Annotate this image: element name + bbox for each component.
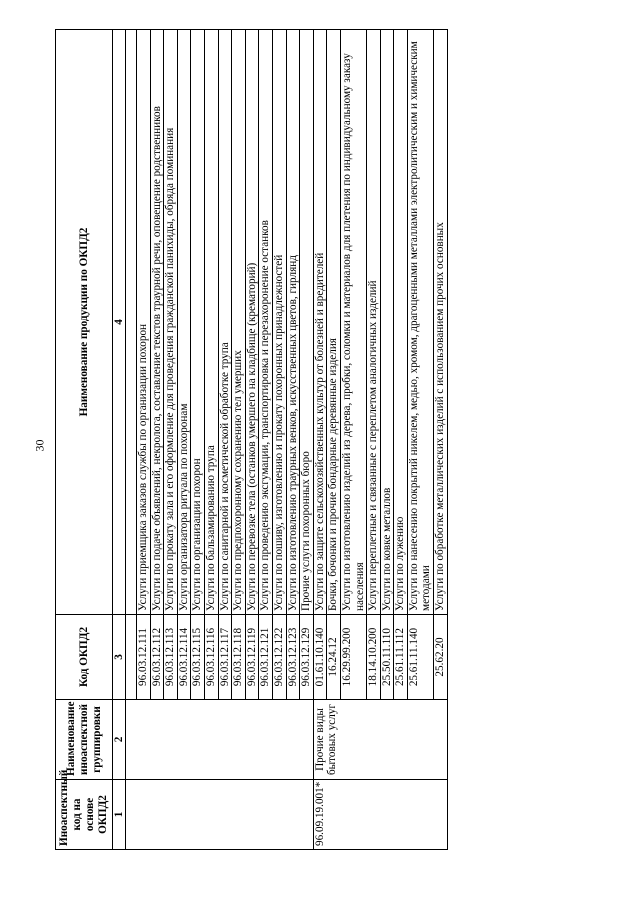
product-name: Услуги по нанесению покрытий никелем, медью, хромом, драгоценными металлами электролитическим и химическим методами bbox=[407, 30, 433, 615]
okpd2-code: 96.03.12.122 bbox=[272, 615, 286, 700]
product-name: Услуги по ковке металлов bbox=[380, 30, 394, 615]
header-inoaspect-code: Иноаспектный код на основе ОКПД2 bbox=[56, 780, 113, 850]
okpd2-code: 96.03.12.121 bbox=[259, 615, 273, 700]
group-a-name-cell bbox=[126, 700, 314, 780]
product-name: Услуги по проведению эксгумации, транспортировка и перезахоронение останков bbox=[259, 30, 273, 615]
product-name: Услуги по подаче объявлений, некролога, составление текстов траурной речи, оповещение родственников bbox=[150, 30, 164, 615]
okpd2-code: 96.03.12.114 bbox=[177, 615, 191, 700]
okpd2-code: 96.03.12.111 bbox=[137, 615, 151, 700]
product-name: Услуги по санитарной и косметической обработке трупа bbox=[218, 30, 232, 615]
okpd2-code: 96.03.12.112 bbox=[150, 615, 164, 700]
okpd2-code: 96.03.12.119 bbox=[245, 615, 259, 700]
blank-cell bbox=[126, 615, 137, 700]
okpd2-code: 96.03.12.118 bbox=[232, 615, 246, 700]
header-product-name: Наименование продукции по ОКПД2 bbox=[56, 30, 113, 615]
product-name: Услуги по обработке металлических изделий с использованием прочих основных bbox=[434, 30, 448, 615]
product-name: Услуги по изготовлению изделий из дерева, пробки, соломки и материалов для плетения по индивидуальному заказу населения bbox=[340, 30, 366, 615]
product-name: Бочки, бочонки и прочие бондарные деревянные изделия bbox=[327, 30, 341, 615]
column-number: 2 bbox=[113, 700, 126, 780]
okpd2-code: 96.03.12.113 bbox=[164, 615, 178, 700]
product-name: Услуги по пошиву, изготовлению и прокату похоронных принадлежностей bbox=[272, 30, 286, 615]
column-number: 1 bbox=[113, 780, 126, 850]
column-number: 4 bbox=[113, 30, 126, 615]
product-name: Услуги по изготовлению траурных венков, искусственных цветов, гирлянд bbox=[286, 30, 300, 615]
okpd2-code: 25.61.11.140 bbox=[407, 615, 433, 700]
okpd2-code: 18.14.10.200 bbox=[367, 615, 381, 700]
column-number: 3 bbox=[113, 615, 126, 700]
table-row bbox=[313, 30, 327, 850]
header-okpd2-code: Код ОКПД2 bbox=[56, 615, 113, 700]
okpd2-code: 25.61.11.112 bbox=[394, 615, 408, 700]
okpd2-code: 96.03.12.116 bbox=[204, 615, 218, 700]
okpd2-code: 01.61.10.140 bbox=[313, 615, 327, 700]
product-name: Услуги по прокату зала и его оформление для проведения гражданской панихиды, обряда поминания bbox=[164, 30, 178, 615]
group-b-code: 96.09.19.001* bbox=[313, 780, 447, 850]
blank-cell bbox=[126, 30, 137, 615]
okpd2-code: 96.03.12.115 bbox=[191, 615, 205, 700]
product-name: Услуги приемщика заказов службы по организации похорон bbox=[137, 30, 151, 615]
page-number: 30 bbox=[32, 439, 47, 452]
group-a-code-cell bbox=[126, 780, 314, 850]
okpd2-code: 96.03.12.123 bbox=[286, 615, 300, 700]
product-name: Услуги организатора ритуала по похоронам bbox=[177, 30, 191, 615]
okpd2-table bbox=[55, 29, 448, 850]
okpd2-code: 25.62.20 bbox=[434, 615, 448, 700]
product-name: Услуги по предпохоронному сохранению тел умерших bbox=[232, 30, 246, 615]
product-name: Услуги по перевозке тела (останков умершего на кладбище (крематорий) bbox=[245, 30, 259, 615]
product-name: Услуги переплетные и связанные с переплетом аналогичных изделий bbox=[367, 30, 381, 615]
header-group-name: Наименование иноаспектной группировки bbox=[56, 700, 113, 780]
group-b-name: Прочие виды бытовых услуг bbox=[313, 700, 447, 780]
rotated-page-content bbox=[55, 30, 630, 850]
okpd2-code: 25.50.11.110 bbox=[380, 615, 394, 700]
product-name: Услуги по защите сельскохозяйственных культур от болезней и вредителей bbox=[313, 30, 327, 615]
okpd2-code: 16.29.99.200 bbox=[340, 615, 366, 700]
okpd2-code: 96.03.12.129 bbox=[300, 615, 314, 700]
product-name: Услуги по организации похорон bbox=[191, 30, 205, 615]
okpd2-code: 16.24.12 bbox=[327, 615, 341, 700]
product-name: Прочие услуги похоронных бюро bbox=[300, 30, 314, 615]
product-name: Услуги по лужению bbox=[394, 30, 408, 615]
product-name: Услуги по бальзамированию трупа bbox=[204, 30, 218, 615]
okpd2-code: 96.03.12.117 bbox=[218, 615, 232, 700]
